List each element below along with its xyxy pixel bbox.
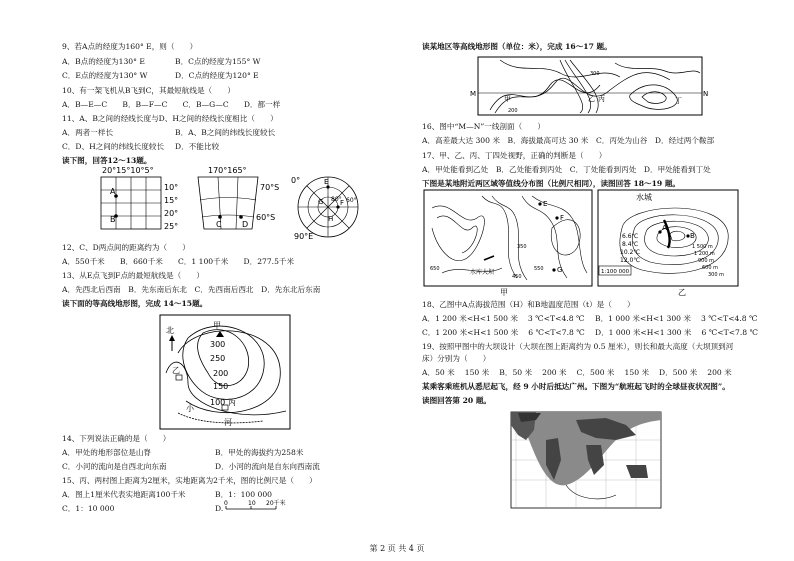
q9-option-d[interactable]: D．C点的经度为120° E (175, 71, 259, 80)
svg-text:E: E (543, 200, 548, 208)
q17-options[interactable]: A．甲处能看到乙处 B．乙处能看到丙处 C．丁处能看到丙处 D．甲处能看到丁处 (422, 165, 711, 174)
svg-text:E: E (324, 178, 329, 186)
svg-text:乙: 乙 (588, 95, 595, 103)
svg-text:1 500 m: 1 500 m (692, 244, 713, 250)
svg-text:A: A (110, 187, 116, 196)
svg-text:350: 350 (517, 244, 527, 250)
q16-stem: 16、图中“M—N”一线剖面（ ） (422, 122, 545, 131)
read-18-19: 下图是某地附近两区域等值线分布图（比例尺相同），读图回答 18～19 题。 (422, 179, 681, 188)
svg-text:0°: 0° (291, 176, 301, 185)
read-14-15: 读下面的等高线地形图，完成 14～15题。 (62, 299, 208, 308)
svg-text:550: 550 (534, 266, 544, 272)
svg-text:20千米: 20千米 (266, 500, 286, 507)
svg-text:1 200 m: 1 200 m (694, 251, 715, 257)
svg-text:北: 北 (166, 326, 174, 335)
svg-text:90°E: 90°E (294, 232, 314, 241)
map-yi (598, 190, 738, 297)
svg-text:河: 河 (224, 418, 232, 427)
svg-text:10°: 10° (164, 183, 179, 192)
svg-text:丙: 丙 (598, 95, 605, 103)
svg-text:8.4℃: 8.4℃ (622, 241, 639, 248)
svg-text:60°S: 60°S (256, 213, 276, 222)
svg-text:水城: 水城 (636, 193, 652, 202)
svg-text:20°: 20° (164, 209, 179, 218)
q18-option-b[interactable]: B．1 000 米<H<1 300 米 3 ℃<T<4.8 ℃ (595, 314, 758, 323)
svg-text:650: 650 (430, 266, 440, 272)
world-day-night-map (506, 410, 666, 510)
q15-option-b[interactable]: B．1：100 000 (215, 490, 273, 499)
q18-stem: 18、乙图中A点海拔范围（H）和B地温度范围（t）是（ ） (422, 300, 635, 309)
svg-text:G: G (318, 198, 324, 206)
q14-option-c[interactable]: C．小河的流向是自西北向东南 (62, 462, 167, 471)
q15-option-a[interactable]: A．图上1厘米代表实地距离100千米 (62, 490, 186, 499)
q9-option-c[interactable]: C．E点的经度为130° W (62, 71, 148, 80)
q10-stem: 10、有一架飞机从B飞到C，其最短航线是（ ） (62, 86, 235, 95)
q19-stem-cont: 床）分别为（ ） (422, 354, 491, 363)
svg-text:N: N (703, 90, 709, 98)
svg-text:60°: 60° (346, 197, 357, 204)
svg-text:6.6℃: 6.6℃ (622, 233, 639, 240)
svg-text:15°: 15° (164, 196, 179, 205)
svg-text:200: 200 (213, 369, 229, 378)
svg-text:20°15°10°5°: 20°15°10°5° (102, 166, 154, 175)
scale-bar (224, 500, 286, 512)
svg-text:丙: 丙 (228, 398, 236, 407)
q14-option-b[interactable]: B．甲处的海拔约为258米 (215, 448, 304, 457)
svg-text:0: 0 (224, 500, 228, 507)
q15-option-d[interactable]: D. (215, 504, 224, 513)
q14-option-d[interactable]: D．小河的流向是自东向西南流 (215, 462, 320, 471)
svg-text:300: 300 (590, 71, 600, 77)
svg-text:乙: 乙 (678, 288, 686, 297)
svg-text:D: D (242, 220, 249, 229)
svg-text:600 m: 600 m (702, 265, 719, 271)
svg-text:H: H (328, 215, 334, 223)
latitude-longitude-figure (88, 165, 380, 240)
q11-option-d[interactable]: D．不能比较 (175, 142, 220, 151)
svg-text:A: A (662, 224, 667, 232)
q11-option-b[interactable]: B．A、B之间的纬线长度较长 (175, 128, 276, 137)
svg-text:甲: 甲 (500, 288, 508, 297)
contour-map-16-17 (470, 55, 710, 117)
grid-a-b (101, 166, 178, 231)
q11-option-c[interactable]: C．D、H之间的纬线长度较长 (62, 142, 165, 151)
q19-stem: 19、按照甲图中的大坝设计（大坝在图上距离约为 0.5 厘米），则长和最大高度（大坝顶到河 (422, 342, 734, 351)
q10-options[interactable]: A．B—E—C B．B—F—C C．B—G—C D．都一样 (62, 100, 281, 109)
q15-stem: 15、丙、两村图上距离为2厘米，实地距离为2千米，图的比例尺是（ ） (62, 476, 317, 485)
svg-text:水库大坝: 水库大坝 (470, 269, 495, 276)
svg-text:1:100 000: 1:100 000 (601, 269, 630, 275)
q18-option-d[interactable]: D．1 000 米<H<1 300 米 6 ℃<T<7.8 ℃ (595, 328, 759, 337)
contour-map-14-15 (158, 313, 292, 431)
read-12-13: 读下图，回答12～13题。 (62, 156, 152, 165)
q12-options[interactable]: A．550千米 B．660千米 C．1 100千米 D．277.5千米 (62, 257, 295, 266)
q9-option-b[interactable]: B．C点的经度为155° W (175, 57, 261, 66)
q14-option-a[interactable]: A．甲处的地形部位是山脊 (62, 448, 152, 457)
svg-text:F: F (560, 214, 565, 222)
page-footer: 第 2 页 共 4 页 (369, 544, 425, 553)
svg-text:12.0℃: 12.0℃ (620, 257, 641, 264)
q11-stem: 11、A、B之间的经线长度与D、H之间的经线长度相比（ ） (62, 114, 278, 123)
q13-options[interactable]: A．先西北后西南 B．先东南后东北 C．先西南后西北 D．先东北后东南 (62, 285, 321, 294)
svg-text:170°165°: 170°165° (208, 166, 247, 175)
svg-text:900 m: 900 m (698, 258, 715, 264)
q13-stem: 13、从E点飞到F点的最短航线是（ ） (62, 271, 204, 280)
svg-text:450: 450 (512, 274, 522, 280)
q19-options[interactable]: A．50 米 150 米 B．50 米 200 米 C．500 米 150 米 D．500 米 200 米 (422, 368, 732, 377)
q18-option-c[interactable]: C．1 200 米<H<1 500 米 6 ℃<T<7.8 ℃ (422, 328, 585, 337)
svg-text:B: B (690, 232, 695, 240)
svg-text:甲: 甲 (504, 95, 511, 103)
svg-text:200: 200 (508, 108, 518, 114)
q17-stem: 17、甲、乙、丙、丁四处视野，正确的判断是（ ） (422, 151, 607, 160)
q15-option-c[interactable]: C．1：10 000 (62, 504, 115, 513)
svg-text:M: M (470, 90, 477, 98)
grid-c-d (198, 166, 279, 229)
svg-text:F: F (340, 199, 345, 207)
read-16-17: 读某地区等高线地形图（单位：米），完成 16～17 题。 (422, 42, 612, 51)
svg-text:250: 250 (210, 354, 226, 363)
svg-text:C: C (216, 220, 222, 229)
svg-text:10: 10 (248, 500, 256, 507)
read-20: 读图回答第 20 题。 (422, 396, 492, 405)
q9-stem: 9、若A点的经度为160° E，则（ ） (62, 42, 198, 51)
isoline-figures-18-19 (422, 188, 740, 298)
svg-text:70°S: 70°S (260, 183, 280, 192)
svg-text:小: 小 (186, 404, 194, 413)
polar-grid (291, 176, 358, 241)
q11-option-a[interactable]: A．两者一样长 (62, 128, 114, 137)
svg-text:100: 100 (210, 398, 226, 407)
q14-stem: 14、下列说法正确的是（ ） (62, 434, 171, 443)
svg-text:300: 300 (210, 340, 226, 349)
svg-text:25°: 25° (164, 222, 179, 231)
svg-text:G: G (557, 266, 563, 274)
svg-text:10.2℃: 10.2℃ (620, 249, 641, 256)
flight-intro: 某乘客乘班机从悉尼起飞，经 9 小时后抵达广州。下图为“航班起飞时的全球昼夜状况图”。 (422, 382, 730, 391)
q9-option-a[interactable]: A．B点的经度为130° E (62, 57, 145, 66)
q18-option-a[interactable]: A．1 200 米<H<1 500 米 3 ℃<T<4.8 ℃ (422, 314, 585, 323)
svg-text:丁: 丁 (675, 97, 682, 105)
svg-text:B: B (110, 215, 116, 224)
svg-text:甲: 甲 (213, 321, 221, 330)
svg-text:150: 150 (213, 382, 229, 391)
svg-text:300 m: 300 m (708, 272, 725, 278)
q12-stem: 12、C、D两点间的距离约为（ ） (62, 243, 190, 252)
svg-text:乙: 乙 (172, 366, 180, 375)
q16-options[interactable]: A．高差最大达 300 米 B．海拔最高可达 30 米 C．丙处为山谷 D．经过两个鞍部 (422, 136, 715, 145)
map-jia (424, 190, 592, 297)
svg-text:80°: 80° (331, 196, 342, 203)
